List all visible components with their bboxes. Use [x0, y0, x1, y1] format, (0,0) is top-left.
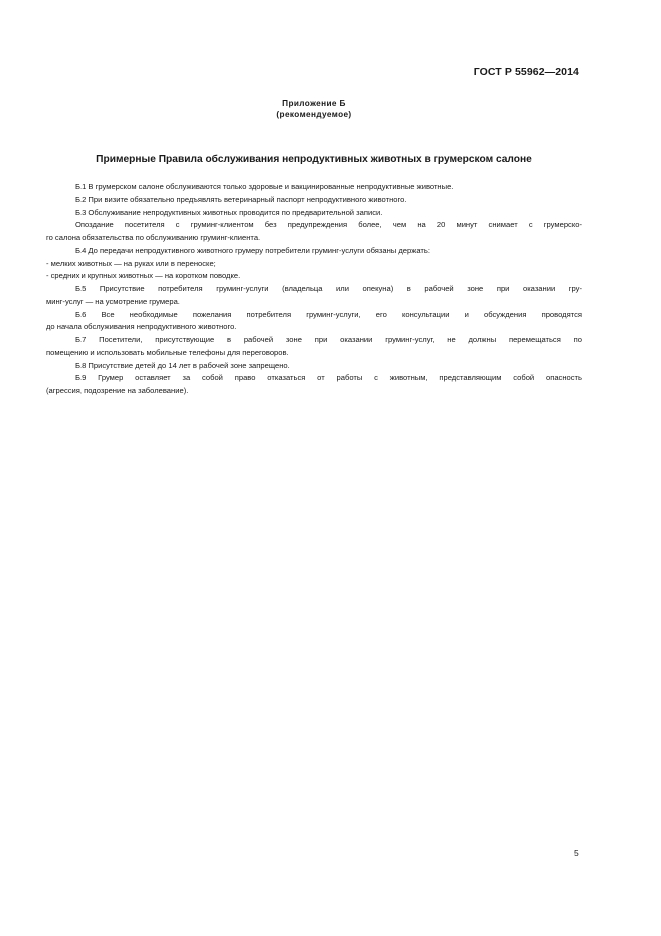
annex-heading	[0, 98, 628, 120]
rule-b3-late-line1: Опоздание посетителя с груминг-клиентом без предупреждения более, чем на 20 минут снимает с грумерско-	[75, 220, 582, 230]
rule-b2: Б.2 При визите обязательно предъявлять ветеринарный паспорт непродуктивного животного.	[75, 194, 407, 204]
standard-code: ГОСТ Р 55962—2014	[473, 66, 579, 78]
rule-b7-line2: помещению и использовать мобильные телефоны для переговоров.	[46, 347, 289, 357]
annex-status: (рекомендуемое)	[276, 110, 352, 119]
rule-b6-line2: до начала обслуживания непродуктивного животного.	[46, 322, 237, 332]
rule-b7-line1: Б.7 Посетители, присутствующие в рабочей зоне при оказании груминг-услуг, не должны перемещаться по	[75, 335, 582, 344]
page-number: 5	[574, 848, 579, 858]
rule-b9-line1: Б.9 Грумер оставляет за собой право отказаться от работы с животным, представляющим собой опасность	[75, 373, 582, 383]
annex-title: Приложение Б	[282, 99, 346, 108]
rule-b4: Б.4 До передачи непродуктивного животного грумеру потребители груминг-услуги обязаны держать:	[75, 245, 430, 255]
rule-b5-line1: Б.5 Присутствие потребителя груминг-услуги (владельца или опекуна) в рабочей зоне при оказании гру-	[75, 284, 582, 293]
rule-b1: Б.1 В грумерском салоне обслуживаются только здоровые и вакцинированные непродуктивные животные.	[75, 182, 454, 191]
rule-b5-line2: минг-услуг — на усмотрение грумера.	[46, 296, 180, 306]
rule-b3-late-line2: го салона обязательства по обслуживанию груминг-клиента.	[46, 233, 261, 242]
rule-b9-line2: (агрессия, подозрение на заболевание).	[46, 386, 189, 395]
rule-b3: Б.3 Обслуживание непродуктивных животных проводится по предварительной записи.	[75, 207, 383, 217]
section-title: Примерные Правила обслуживания непродуктивных животных в грумерском салоне	[96, 154, 532, 165]
rules-text	[46, 181, 582, 398]
rule-b6-line1: Б.6 Все необходимые пожелания потребителя груминг-услуги, его консультации и обсуждения проводятся	[75, 309, 582, 319]
rule-b4-small: - мелких животных — на руках или в переноске;	[46, 258, 216, 268]
rule-b4-large: - средних и крупных животных — на коротком поводке.	[46, 271, 241, 281]
rule-b8: Б.8 Присутствие детей до 14 лет в рабочей зоне запрещено.	[75, 360, 290, 370]
